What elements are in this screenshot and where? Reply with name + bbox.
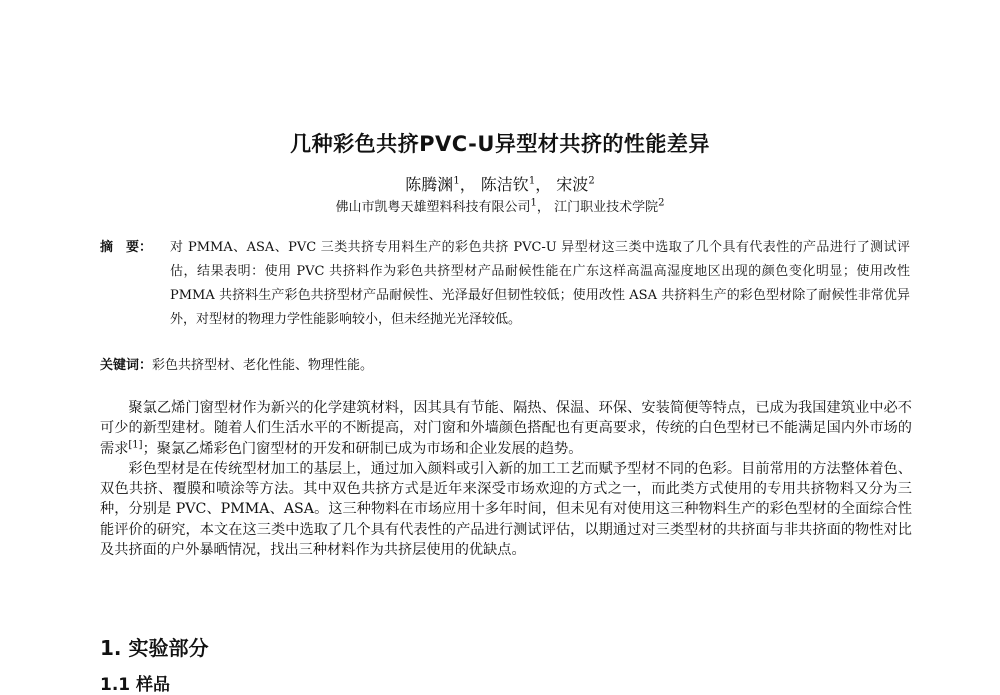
affiliation-mark: 1 (530, 197, 537, 209)
author-name: 陈腾渊 (405, 175, 454, 194)
author-list (0, 172, 1000, 195)
abstract-text: 对 PMMA、ASA、PVC 三类共挤专用料生产的彩色共挤 PVC-U 异型材这三类中选取了几个具有代表性的产品进行了测试评估，结果表明：使用 PVC 共挤料作为彩色共挤型材产品耐候性能在广东这样高温高湿度地区出现的颜色变化明显；使用改性 PMMA 共挤料生产彩色共挤型材产品耐候性、光泽最好但韧性较低；使用改性 ASA 共挤料生产的彩色型材除了耐候性非常优异外，对型材的物理力学性能影响较小，但未经抛光光泽较低。 (170, 240, 910, 327)
affiliation-mark: 2 (658, 197, 665, 209)
keywords-label: 关键词： (100, 358, 153, 373)
paragraph (100, 398, 912, 459)
author-separator: ， (535, 175, 552, 194)
paragraph-text: ；聚氯乙烯彩色门窗型材的开发和研制已成为市场和企业发展的趋势。 (142, 440, 583, 457)
author-name: 陈洁钦 (480, 175, 529, 194)
author-affil-mark: 2 (588, 175, 595, 187)
paragraph-text: 聚氯乙烯门窗型材作为新兴的化学建筑材料，因其具有节能、隔热、保温、环保、安装简便等特点，已成为我国建筑业中必不可少的新型建材。随着人们生活水平的不断提高，对门窗和外墙颜色搭配也有更高要求，传统的白色型材已不能满足国内外市场的需求 (100, 400, 912, 457)
subsection-heading: 1.1 样品 (100, 675, 171, 695)
affiliation-name: 佛山市凯粤天雄塑料科技有限公司 (335, 200, 531, 215)
paper-title: 几种彩色共挤PVC-U异型材共挤的性能差异 (290, 132, 710, 156)
affiliation-name: 江门职业技术学院 (554, 200, 659, 215)
section-heading: 1. 实验部分 (100, 636, 209, 660)
citation-ref: [1] (128, 438, 143, 450)
author-affil-mark: 1 (453, 175, 460, 187)
body-text (100, 398, 912, 560)
abstract (100, 236, 910, 332)
keywords (100, 356, 910, 376)
paragraph: 彩色型材是在传统型材加工的基层上，通过加入颜料或引入新的加工工艺而赋予型材不同的色彩。目前常用的方法整体着色、双色共挤、覆膜和喷涂等方法。其中双色共挤方式是近年来深受市场欢迎的方式之一，而此类方式使用的专用共挤物料又分为三种，分别是 PVC、PMMA、ASA。这三种物料在市场应用十多年时间，但未见有对使用这三种物料生产的彩色型材的全面综合性能评价的研究，本文在这三类中选取了几个具有代表性的产品进行测试评估，以期通过对三类型材的共挤面与非共挤面的物性对比及共挤面的户外暴晒情况，找出三种材料作为共挤层使用的优缺点。 (100, 460, 912, 559)
affiliation-list (0, 196, 1000, 215)
abstract-label: 摘 要： (100, 240, 153, 255)
affiliation-separator: ， (536, 200, 550, 215)
author-separator: ， (459, 175, 476, 194)
keywords-text: 彩色共挤型材、老化性能、物理性能。 (152, 358, 374, 373)
author-name: 宋波 (556, 175, 589, 194)
author-affil-mark: 1 (528, 175, 536, 187)
